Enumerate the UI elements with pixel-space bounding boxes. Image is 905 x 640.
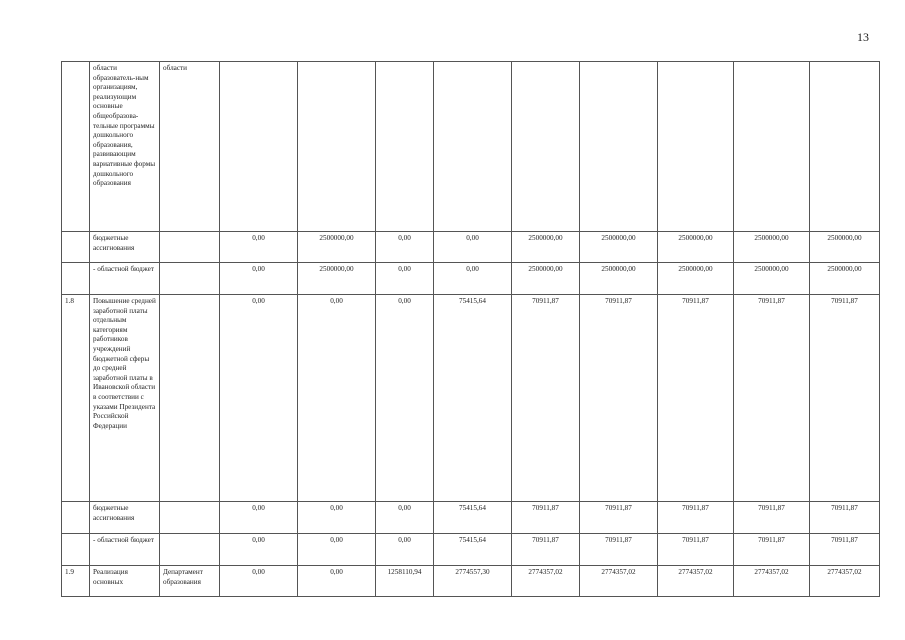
table-row bbox=[62, 566, 880, 597]
value-cell bbox=[658, 62, 734, 232]
value-cell bbox=[580, 62, 658, 232]
row-name-cell: Реализация основных bbox=[90, 566, 160, 597]
value-cell: 0,00 bbox=[220, 295, 298, 502]
value-cell: 70911,87 bbox=[658, 534, 734, 566]
value-cell: 2500000,00 bbox=[810, 232, 880, 263]
value-cell: 75415,64 bbox=[434, 502, 512, 534]
value-cell: 0,00 bbox=[220, 263, 298, 295]
value-cell bbox=[734, 62, 810, 232]
value-cell: 70911,87 bbox=[580, 534, 658, 566]
value-cell: 0,00 bbox=[220, 502, 298, 534]
row-number-cell: 1.9 bbox=[62, 566, 90, 597]
value-cell: 70911,87 bbox=[734, 502, 810, 534]
value-cell bbox=[220, 62, 298, 232]
value-cell: 2500000,00 bbox=[658, 263, 734, 295]
value-cell: 0,00 bbox=[298, 295, 376, 502]
table-row bbox=[62, 232, 880, 263]
value-cell: 0,00 bbox=[376, 534, 434, 566]
value-cell: 2774357,02 bbox=[512, 566, 580, 597]
value-cell: 0,00 bbox=[376, 295, 434, 502]
table-row bbox=[62, 263, 880, 295]
value-cell: 75415,64 bbox=[434, 295, 512, 502]
value-cell: 70911,87 bbox=[810, 502, 880, 534]
value-cell: 70911,87 bbox=[734, 295, 810, 502]
value-cell: 70911,87 bbox=[658, 502, 734, 534]
value-cell: 0,00 bbox=[220, 534, 298, 566]
value-cell: 1258110,94 bbox=[376, 566, 434, 597]
row-number-cell bbox=[62, 263, 90, 295]
row-number-cell: 1.8 bbox=[62, 295, 90, 502]
table-row bbox=[62, 295, 880, 502]
row-executor-cell bbox=[160, 263, 220, 295]
table-row bbox=[62, 502, 880, 534]
row-name-cell: Повышение средней заработной платы отдельным категориям работников учреждений бюджетной сферы до средней заработной платы в Ивановской области в соответствии с указами Президента Российской Федерации bbox=[90, 295, 160, 502]
value-cell: 0,00 bbox=[298, 502, 376, 534]
row-name-cell: - областной бюджет bbox=[90, 534, 160, 566]
row-executor-cell bbox=[160, 534, 220, 566]
value-cell: 2500000,00 bbox=[658, 232, 734, 263]
value-cell: 2500000,00 bbox=[734, 232, 810, 263]
row-number-cell bbox=[62, 534, 90, 566]
row-executor-cell bbox=[160, 295, 220, 502]
value-cell: 2500000,00 bbox=[298, 263, 376, 295]
budget-table bbox=[61, 61, 880, 597]
table-row bbox=[62, 534, 880, 566]
value-cell: 75415,64 bbox=[434, 534, 512, 566]
page-number: 13 bbox=[857, 30, 869, 44]
value-cell: 2500000,00 bbox=[580, 232, 658, 263]
value-cell bbox=[298, 62, 376, 232]
value-cell bbox=[810, 62, 880, 232]
value-cell: 70911,87 bbox=[580, 295, 658, 502]
value-cell: 0,00 bbox=[220, 232, 298, 263]
value-cell: 70911,87 bbox=[734, 534, 810, 566]
row-name-cell: бюджетные ассигнования bbox=[90, 502, 160, 534]
value-cell: 2774357,02 bbox=[580, 566, 658, 597]
value-cell: 0,00 bbox=[434, 263, 512, 295]
value-cell: 2774357,02 bbox=[734, 566, 810, 597]
value-cell: 2500000,00 bbox=[734, 263, 810, 295]
value-cell bbox=[512, 62, 580, 232]
value-cell: 70911,87 bbox=[810, 295, 880, 502]
row-name-cell: - областной бюджет bbox=[90, 263, 160, 295]
value-cell: 2774557,30 bbox=[434, 566, 512, 597]
value-cell: 70911,87 bbox=[512, 502, 580, 534]
value-cell: 0,00 bbox=[220, 566, 298, 597]
value-cell: 0,00 bbox=[298, 534, 376, 566]
row-name-cell: области образователь-ным организациям, реализующим основные общеобразова-тельные программы дошкольного образования, развивающим вариативные формы дошкольного образования bbox=[90, 62, 160, 232]
value-cell: 70911,87 bbox=[580, 502, 658, 534]
row-executor-cell: области bbox=[160, 62, 220, 232]
value-cell: 0,00 bbox=[376, 232, 434, 263]
value-cell: 0,00 bbox=[434, 232, 512, 263]
value-cell bbox=[434, 62, 512, 232]
row-name-cell: бюджетные ассигнования bbox=[90, 232, 160, 263]
row-executor-cell bbox=[160, 502, 220, 534]
value-cell: 70911,87 bbox=[810, 534, 880, 566]
value-cell: 0,00 bbox=[298, 566, 376, 597]
value-cell bbox=[376, 62, 434, 232]
value-cell: 70911,87 bbox=[658, 295, 734, 502]
table-row bbox=[62, 62, 880, 232]
row-number-cell bbox=[62, 62, 90, 232]
value-cell: 2500000,00 bbox=[298, 232, 376, 263]
value-cell: 70911,87 bbox=[512, 295, 580, 502]
value-cell: 70911,87 bbox=[512, 534, 580, 566]
row-executor-cell bbox=[160, 232, 220, 263]
value-cell: 2774357,02 bbox=[658, 566, 734, 597]
row-number-cell bbox=[62, 502, 90, 534]
value-cell: 0,00 bbox=[376, 263, 434, 295]
row-executor-cell: Департамент образования bbox=[160, 566, 220, 597]
value-cell: 2500000,00 bbox=[512, 263, 580, 295]
value-cell: 2500000,00 bbox=[810, 263, 880, 295]
value-cell: 2500000,00 bbox=[512, 232, 580, 263]
value-cell: 2774357,02 bbox=[810, 566, 880, 597]
value-cell: 0,00 bbox=[376, 502, 434, 534]
value-cell: 2500000,00 bbox=[580, 263, 658, 295]
row-number-cell bbox=[62, 232, 90, 263]
